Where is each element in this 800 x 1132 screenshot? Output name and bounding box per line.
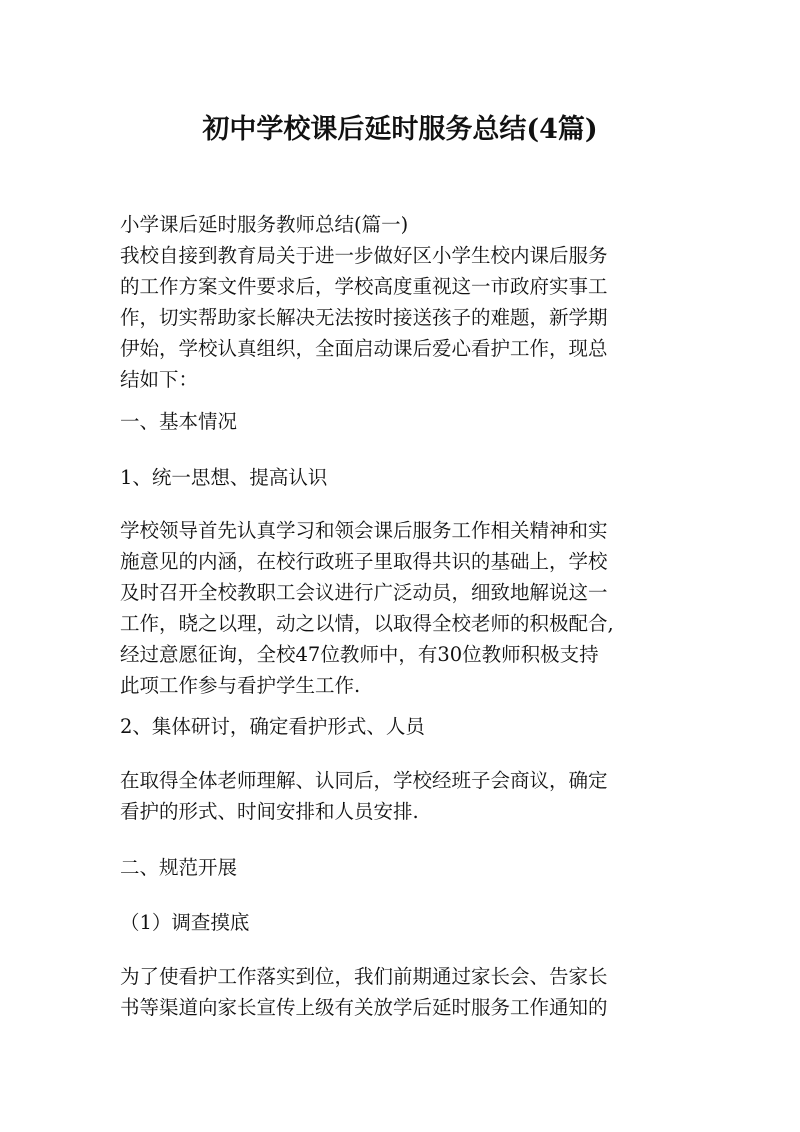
intro-section: [120, 209, 690, 395]
intro-line: 我校自接到教育局关于进一步做好区小学生校内课后服务: [120, 244, 608, 267]
paragraph-line: 看护的形式、时间安排和人员安排.: [120, 800, 419, 823]
document-title: 初中学校课后延时服务总结(4篇): [202, 114, 598, 145]
intro-line: 结如下：: [120, 368, 199, 391]
paragraph-line: 工作，晓之以理，动之以情，以取得全校老师的积极配合,: [120, 612, 614, 635]
section-heading-text: 二、规范开展: [120, 856, 238, 879]
section-heading-basic: [120, 406, 690, 437]
sub-heading-1: [120, 907, 690, 938]
section-heading-standard: [120, 852, 690, 883]
intro-line: 的工作方案文件要求后，学校高度重视这一市政府实事工: [120, 275, 608, 298]
sub1-paragraph: [120, 961, 690, 1023]
paragraph-line: 书等渠道向家长宣传上级有关放学后延时服务工作通知的: [120, 996, 608, 1019]
intro-line: 伊始，学校认真组织，全面启动课后爱心看护工作，现总: [120, 337, 608, 360]
paragraph-line: 施意见的内涵，在校行政班子里取得共识的基础上，学校: [120, 550, 608, 573]
paragraph-line: 经过意愿征询，全校47位教师中，有30位教师积极支持: [120, 643, 599, 666]
section-heading-text: 一、基本情况: [120, 410, 238, 433]
paragraph-line: 学校领导首先认真学习和领会课后服务工作相关精神和实: [120, 519, 608, 542]
item2-paragraph: [120, 765, 690, 827]
intro-line: 作，切实帮助家长解决无法按时接送孩子的难题，新学期: [120, 306, 608, 329]
item1-paragraph: [120, 515, 690, 701]
sub-heading-text: （1）调查摸底: [120, 911, 250, 934]
paragraph-line: 为了使看护工作落实到位，我们前期通过家长会、告家长: [120, 965, 608, 988]
item-heading-text: 2、集体研讨，确定看护形式、人员: [120, 715, 425, 738]
paragraph-line: 在取得全体老师理解、认同后，学校经班子会商议，确定: [120, 769, 608, 792]
item-heading-2: [120, 711, 690, 742]
paragraph-line: 此项工作参与看护学生工作.: [120, 674, 361, 697]
item-heading-text: 1、统一思想、提高认识: [120, 466, 328, 489]
intro-subtitle: 小学课后延时服务教师总结(篇一): [120, 213, 409, 236]
item-heading-1: [120, 462, 690, 493]
paragraph-line: 及时召开全校教职工会议进行广泛动员，细致地解说这一: [120, 581, 608, 604]
